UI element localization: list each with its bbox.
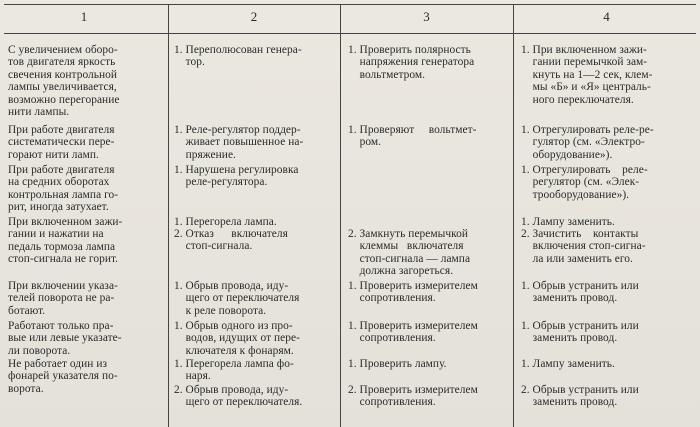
- column-header-4: 4: [603, 9, 610, 24]
- remedy-cell: 2. Зачистить контакты включения стоп-сигна- ла или заменить его.: [521, 228, 646, 265]
- remedy-cell: 1. Обрыв устранить или заменить провод.: [521, 280, 639, 305]
- remedy-cell: 1. Обрыв устранить или заменить провод.: [521, 320, 639, 345]
- symptom-cell: Работают только пра- вые или левые указате- ли поворота.: [8, 320, 122, 357]
- symptom-cell: При включении указа- телей поворота не ра- ботают.: [8, 280, 118, 317]
- symptom-cell: При включенном зажи- гании и нажатии на педаль тормоза лампа стоп-сигнала не горит.: [8, 216, 123, 266]
- remedy-cell: 1. При включенном зажи- гании перемычкой зам- кнуть на 1—2 сек, клем- мы «Б» и «Я» централь- ного переключателя.: [521, 44, 653, 106]
- column-divider: [340, 4, 341, 427]
- cause-cell: 1. Нарушена регулировка реле-регулятора.: [174, 164, 299, 189]
- header-rule: [4, 4, 696, 5]
- check-cell: 2. Проверить измерителем сопротивления.: [348, 384, 478, 409]
- cause-cell: 1. Переполюсован генера- тор.: [174, 44, 302, 69]
- remedy-cell: 1. Лампу заменить.: [521, 216, 615, 228]
- remedy-cell: 1. Отрегулировать реле- регулятор (см. «Элек- трооборудование»).: [521, 164, 648, 201]
- symptom-cell: Не работает один из фонарей указателя по- ворота.: [8, 358, 118, 395]
- check-cell: 1. Проверяют вольтмет- ром.: [348, 124, 477, 149]
- cause-cell: 1. Реле-регулятор поддер- живает повышенное на- пряжение.: [174, 124, 304, 161]
- column-divider: [513, 4, 514, 427]
- remedy-cell: 1. Лампу заменить.: [521, 358, 615, 370]
- cause-cell: 1. Перегорела лампа фо- наря.: [174, 358, 294, 383]
- check-cell: 1. Проверить полярность напряжения генератора вольтметром.: [348, 44, 475, 81]
- remedy-cell: 1. Отрегулировать реле-ре- гулятор (см. «Электро- оборудование»).: [521, 124, 654, 161]
- cause-cell: 1. Обрыв провода, иду- щего от переключателя к реле поворота.: [174, 280, 300, 317]
- column-header-1: 1: [80, 9, 88, 24]
- cause-cell: 1. Обрыв одного из про- водов, идущих от пере- ключателя к фонарям.: [174, 320, 300, 357]
- column-divider: [168, 4, 169, 427]
- column-header-3: 3: [423, 9, 430, 24]
- symptom-cell: С увеличением оборо- тов двигателя яркость свечения контрольной лампы увеличивается, возможно перегорание нити лампы.: [8, 44, 120, 119]
- check-cell: 1. Проверить лампу.: [348, 358, 447, 370]
- check-cell: 1. Проверить измерителем сопротивления.: [348, 320, 478, 345]
- column-header-2: 2: [250, 9, 258, 24]
- symptom-cell: При работе двигателя на средних оборотах контрольная лампа го- рит, иногда затухает.: [8, 164, 119, 214]
- symptom-cell: При работе двигателя систематически пере- горают нити ламп.: [8, 124, 115, 161]
- cause-cell: 2. Отказ включателя стоп-сигнала.: [174, 228, 288, 253]
- cause-cell: 1. Перегорела лампа.: [174, 216, 277, 228]
- check-cell: 1. Проверить измерителем сопротивления.: [348, 280, 478, 305]
- cause-cell: 2. Обрыв провода, иду- щего от переключателя.: [174, 384, 303, 409]
- remedy-cell: 2. Обрыв устранить или заменить провод.: [521, 384, 639, 409]
- check-cell: 2. Замкнуть перемычкой клеммы включателя стоп-сигнала — лампа должна загореться.: [348, 228, 471, 278]
- header-rule: [4, 33, 696, 34]
